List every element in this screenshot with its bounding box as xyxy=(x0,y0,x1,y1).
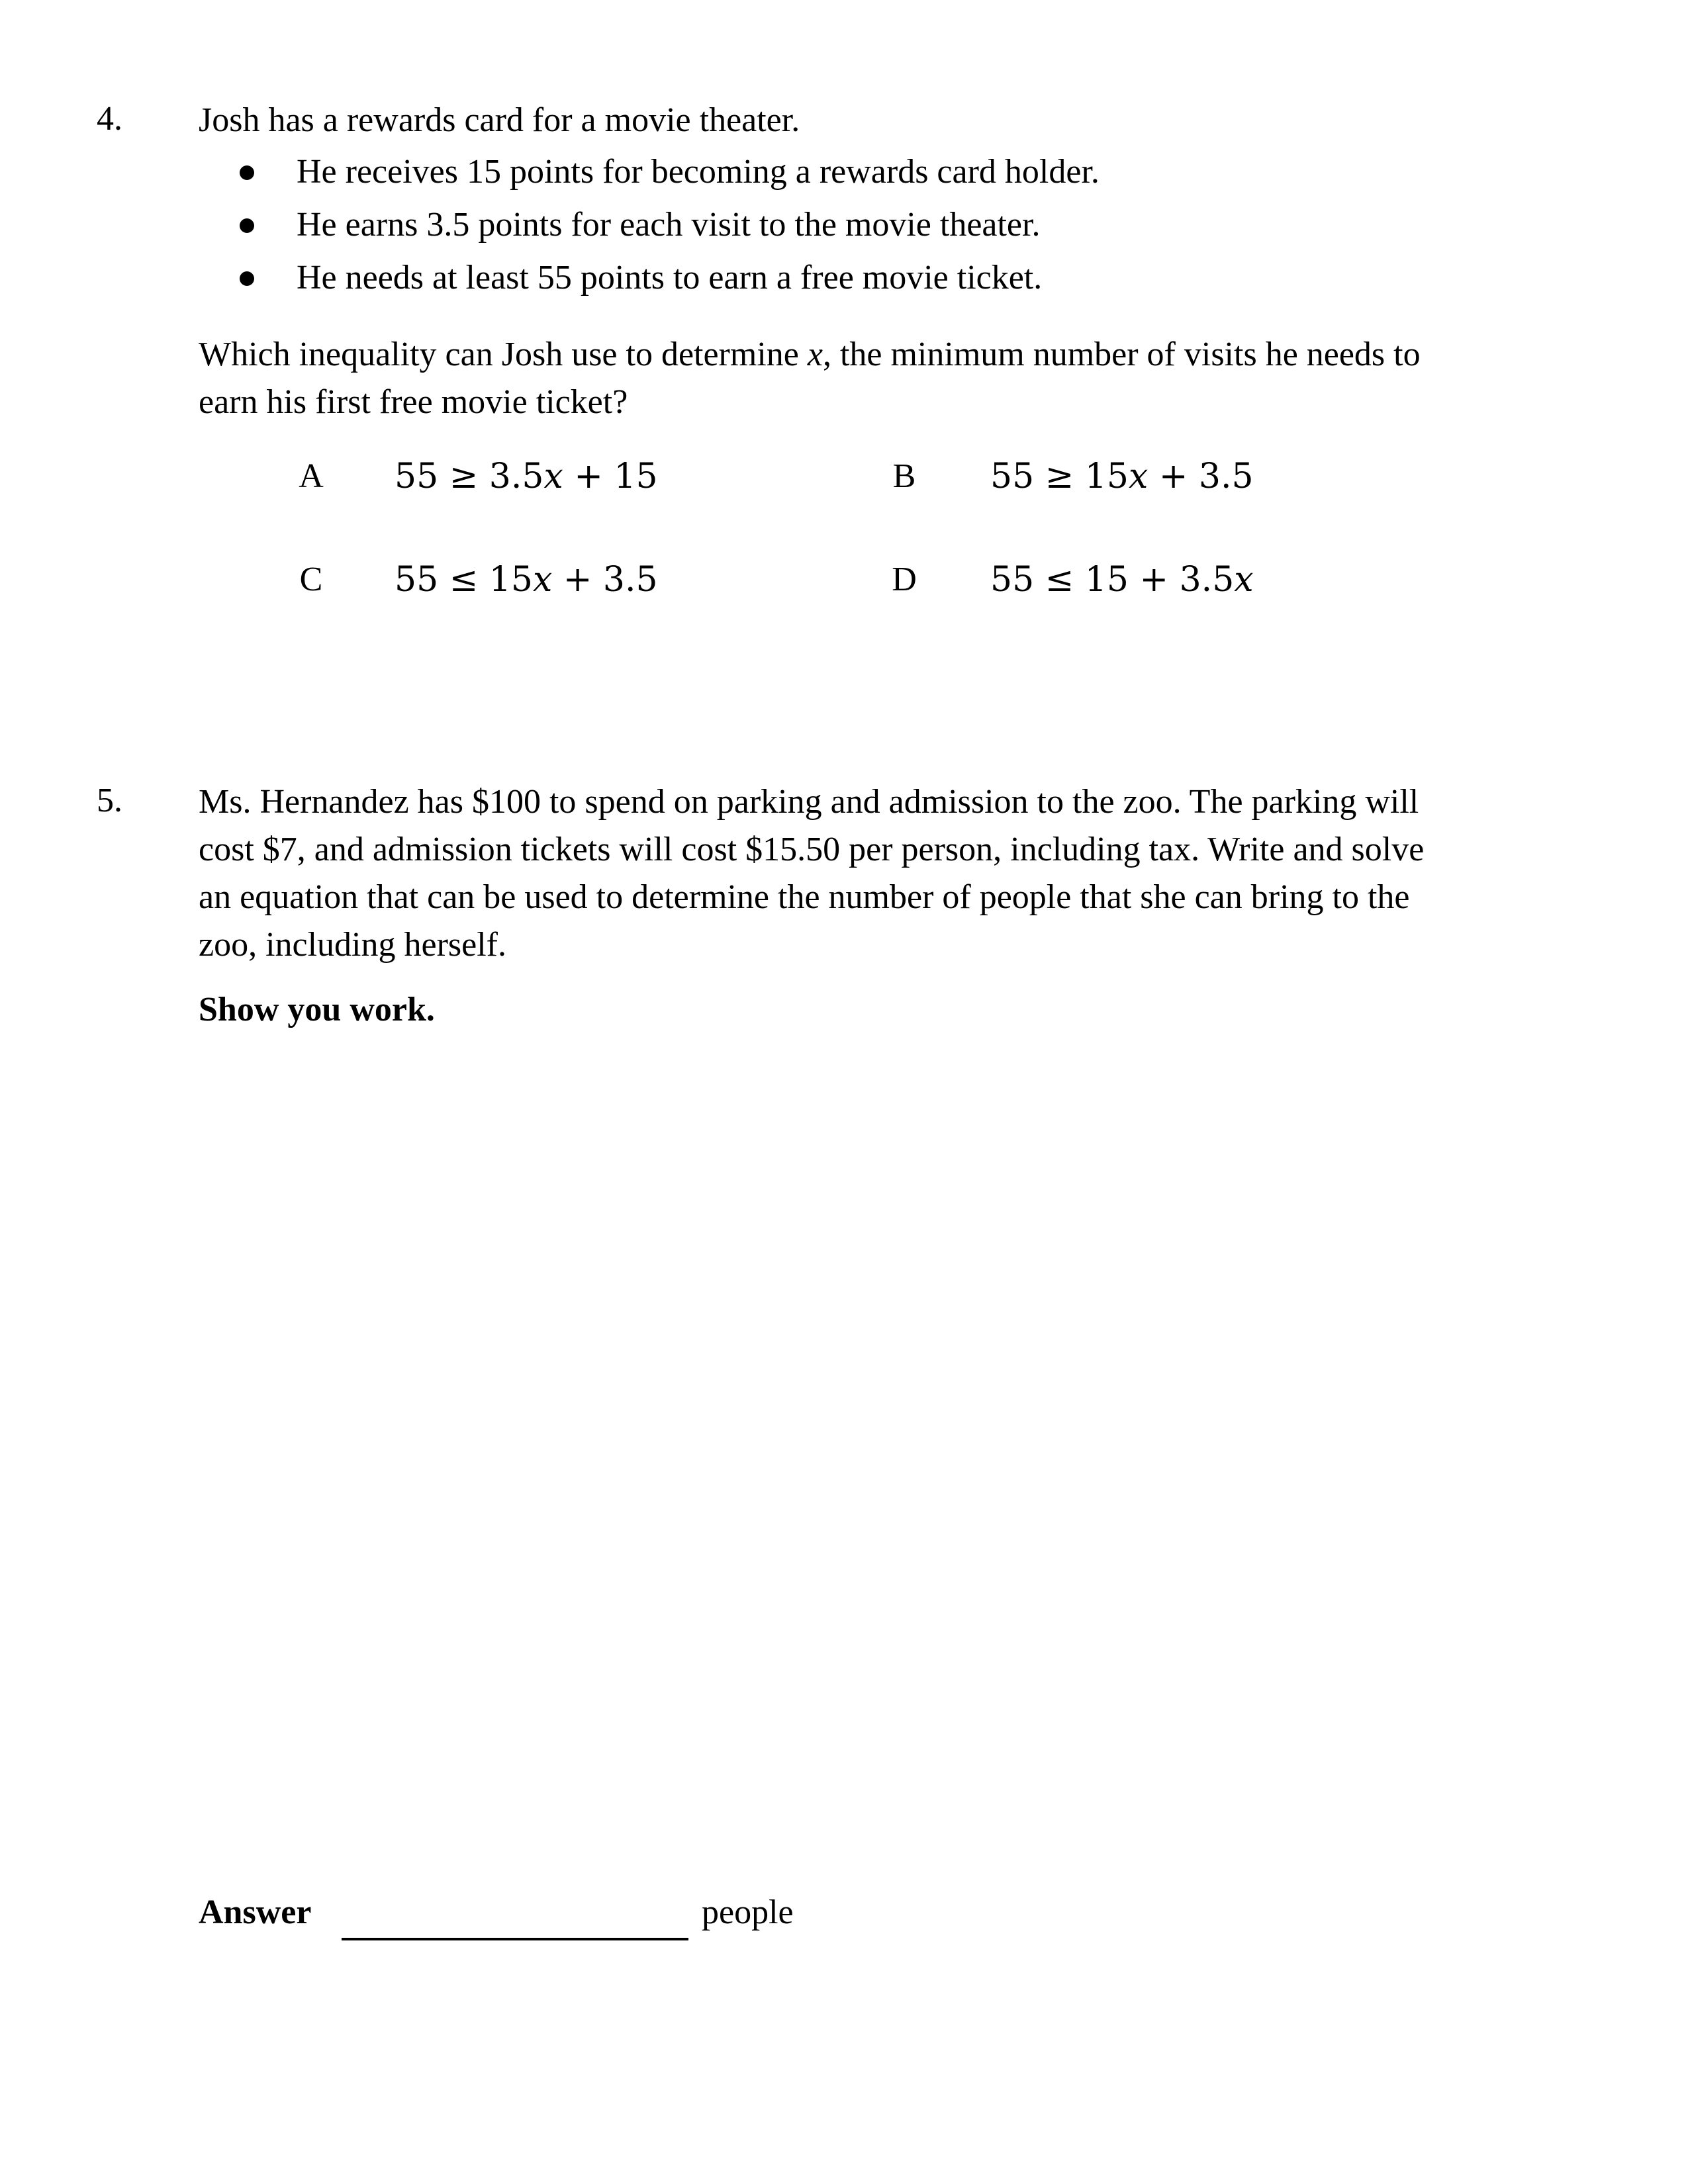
question-5-number: 5. xyxy=(97,782,122,819)
choice-c-letter[interactable]: C xyxy=(299,561,323,598)
question-4-intro: Josh has a rewards card for a movie theater. xyxy=(199,101,800,139)
list-item: He needs at least 55 points to earn a free movie ticket. xyxy=(240,251,1100,304)
choice-d-letter[interactable]: D xyxy=(892,561,917,598)
bullet-icon xyxy=(240,218,254,233)
choice-b-expression[interactable]: 55 ≥ 15x + 3.5 xyxy=(990,457,1254,496)
answer-blank-line[interactable] xyxy=(342,1938,688,1940)
bullet-icon xyxy=(240,271,254,286)
list-item: He earns 3.5 points for each visit to the movie theater. xyxy=(240,199,1100,251)
question-5-body: Ms. Hernandez has $100 to spend on parking and admission to the zoo. The parking will cost $7, and admission tickets will cost $15.50 per person, including tax. Write and solve an equation that can be used to determine the number of people that she can bring to the zoo, including herself. xyxy=(199,783,1425,964)
question-4-number: 4. xyxy=(97,100,122,138)
choice-b-letter[interactable]: B xyxy=(892,457,916,495)
choice-d-expression[interactable]: 55 ≤ 15 + 3.5x xyxy=(990,560,1254,600)
bullet-icon xyxy=(240,165,254,180)
answer-label: Answer xyxy=(199,1893,312,1931)
choice-c-expression[interactable]: 55 ≤ 15x + 3.5 xyxy=(395,560,658,600)
question-4-bullet-list xyxy=(240,146,1100,304)
list-item: He receives 15 points for becoming a rewards card holder. xyxy=(240,146,1100,199)
choice-a-letter[interactable]: A xyxy=(299,457,324,495)
choice-a-expression[interactable]: 55 ≥ 3.5x + 15 xyxy=(395,457,658,496)
question-4-prompt: Which inequality can Josh use to determine x, the minimum number of visits he needs to earn his first free movie ticket? xyxy=(199,336,1421,421)
answer-unit: people xyxy=(702,1893,794,1931)
question-5-instruction: Show you work. xyxy=(199,991,435,1028)
